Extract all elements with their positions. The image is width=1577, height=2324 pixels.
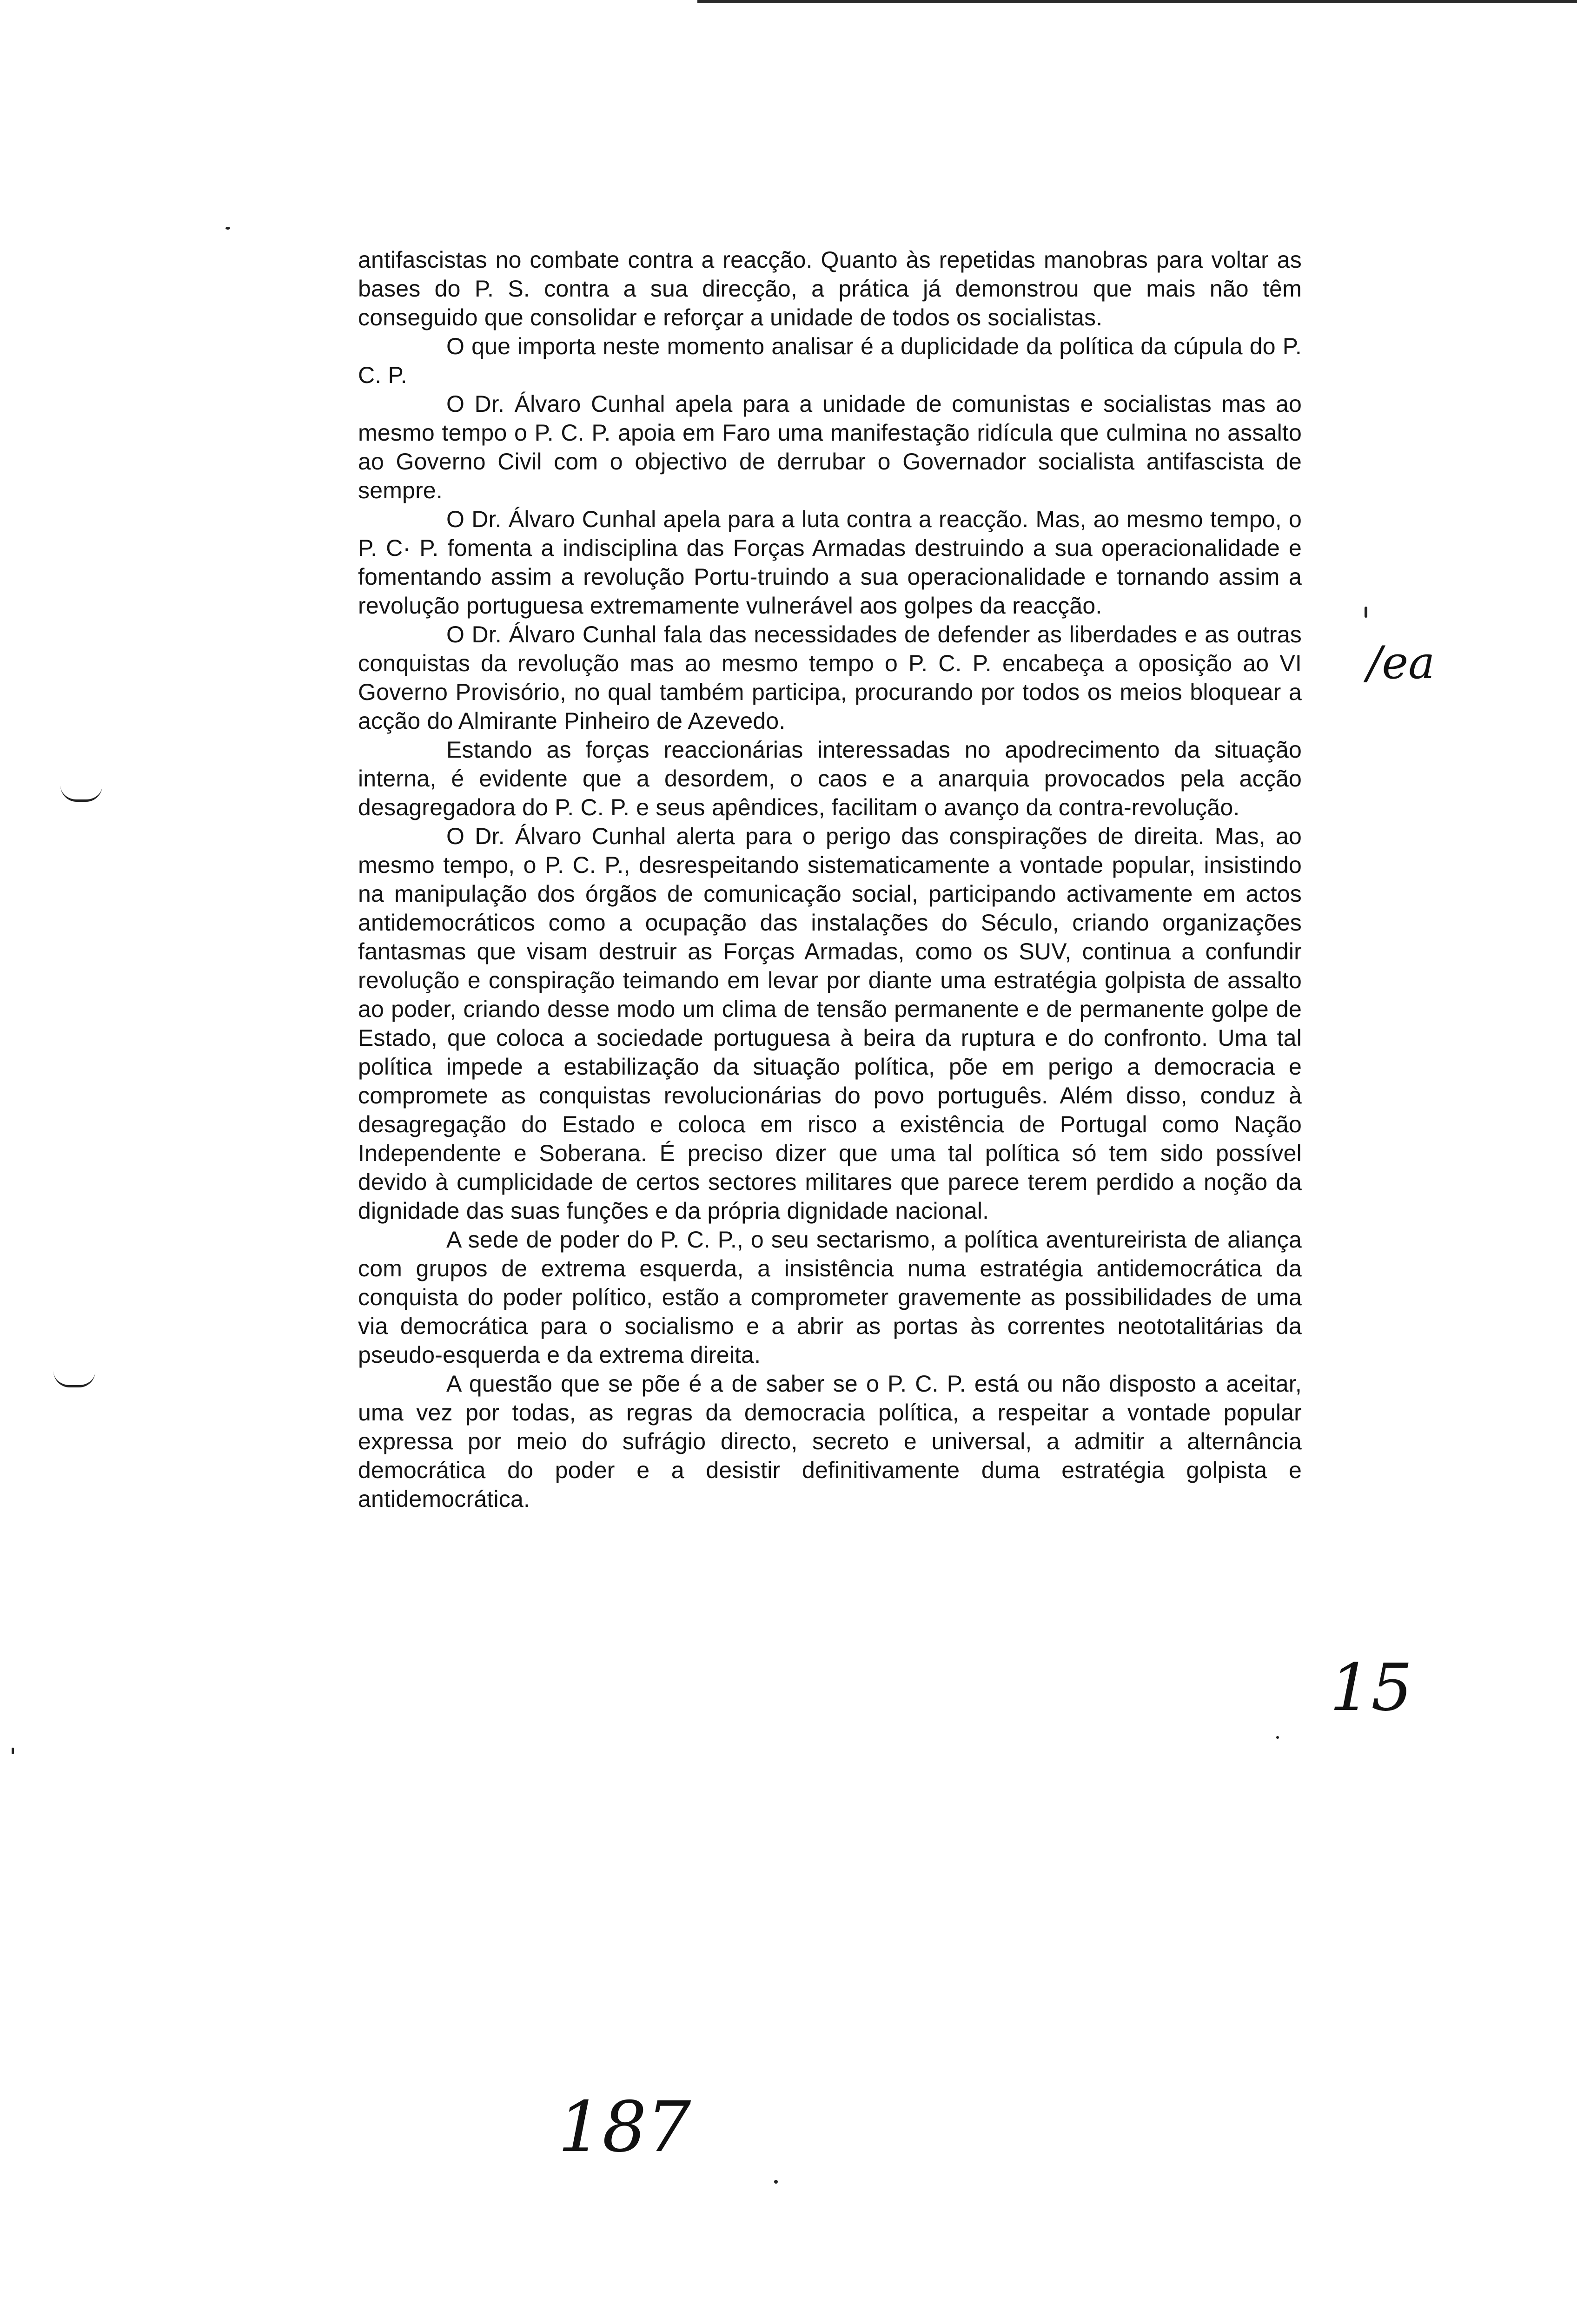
paragraph: O Dr. Álvaro Cunhal apela para a luta contra a reacção. Mas, ao mesmo tempo, o P. C· P. fomenta a indisciplina das Forças Armadas destruindo a sua operacionalidade e fomentando assim a revolução Portu-truindo a sua operacionalidade e tornando assim a revolução portuguesa extremamente vulnerável aos golpes da reacção. <box>358 506 1302 619</box>
handwritten-margin-note: /ea <box>1367 637 1435 689</box>
margin-scan-mark <box>53 1371 95 1387</box>
stray-mark <box>1365 607 1367 618</box>
paragraph: antifascistas no combate contra a reacção. Quanto às repetidas manobras para voltar as bases do P. S. contra a sua direcção, a prática já demonstrou que mais não têm conseguido que consolidar e reforçar a unidade de todos os socialistas. <box>358 247 1302 330</box>
paragraph: A questão que se põe é a de saber se o P. C. P. está ou não disposto a aceitar, uma vez por todas, as regras da democracia política, a respeitar a vontade popular expressa por meio do sufrágio directo, secreto e universal, a admitir a alternância democrática do poder e a desistir definitivamente duma estratégia golpista e antidemocrática. <box>358 1371 1302 1512</box>
paragraph: O Dr. Álvaro Cunhal alerta para o perigo das conspirações de direita. Mas, ao mesmo tempo, o P. C. P., desrespeitando sistematicamente a vontade popular, insistindo na manipulação dos órgãos de comunicação social, participando activamente em actos antidemocráticos como a ocupação das instalações do Século, criando organizações fantasmas que visam destruir as Forças Armadas, como os SUV, continua a confundir revolução e conspiração teimando em levar por diante uma estratégia golpista de assalto ao poder, criando desse modo um clima de tensão permanente e de permanente golpe de Estado, que coloca a sociedade portuguesa à beira da ruptura e do confronto. Uma tal política impede a estabilização da situação política, põe em perigo a democracia e compromete as conquistas revolucionárias do povo português. Além disso, conduz à desagregação do Estado e coloca em risco a existência de Portugal como Nação Independente e Soberana. É preciso dizer que uma tal política só tem sido possível devido à cumplicidade de certos sectores militares que parece terem perdido a noção da dignidade das suas funções e da própria dignidade nacional. <box>358 823 1302 1224</box>
document-body <box>358 245 1302 1513</box>
handwritten-folio-number: 187 <box>558 2087 691 2168</box>
stray-dot <box>1276 1736 1279 1739</box>
stray-dot <box>774 2180 778 2184</box>
handwritten-page-mark: 15 <box>1330 1650 1413 1726</box>
paragraph: A sede de poder do P. C. P., o seu sectarismo, a política aventureirista de aliança com grupos de extrema esquerda, a insistência numa estratégia antidemocrática da conquista do poder político, estão a comprometer gravemente as possibilidades de uma via democrática para o socialismo e a abrir as portas às correntes neototalitárias da pseudo-esquerda e da extrema direita. <box>358 1227 1302 1368</box>
paragraph: O que importa neste momento analisar é a duplicidade da política da cúpula do P. C. P. <box>358 333 1302 388</box>
paragraph: O Dr. Álvaro Cunhal apela para a unidade de comunistas e socialistas mas ao mesmo tempo o P. C. P. apoia em Faro uma manifestação ridícula que culmina no assalto ao Governo Civil com o objectivo de derrubar o Governador socialista antifascista de sempre. <box>358 391 1302 503</box>
margin-scan-mark <box>60 786 102 802</box>
stray-mark <box>12 1748 14 1754</box>
paragraph: O Dr. Álvaro Cunhal fala das necessidades de defender as liberdades e as outras conquistas da revolução mas ao mesmo tempo o P. C. P. encabeça a oposição ao VI Governo Provisório, no qual também participa, procurando por todos os meios bloquear a acção do Almirante Pinheiro de Azevedo. <box>358 621 1302 734</box>
stray-dot <box>225 227 230 230</box>
top-border-line <box>697 0 1577 3</box>
paragraph: Estando as forças reaccionárias interessadas no apodrecimento da situação interna, é evidente que a desordem, o caos e a anarquia provocados pela acção desagregadora do P. C. P. e seus apêndices, facilitam o avanço da contra-revolução. <box>358 737 1302 820</box>
